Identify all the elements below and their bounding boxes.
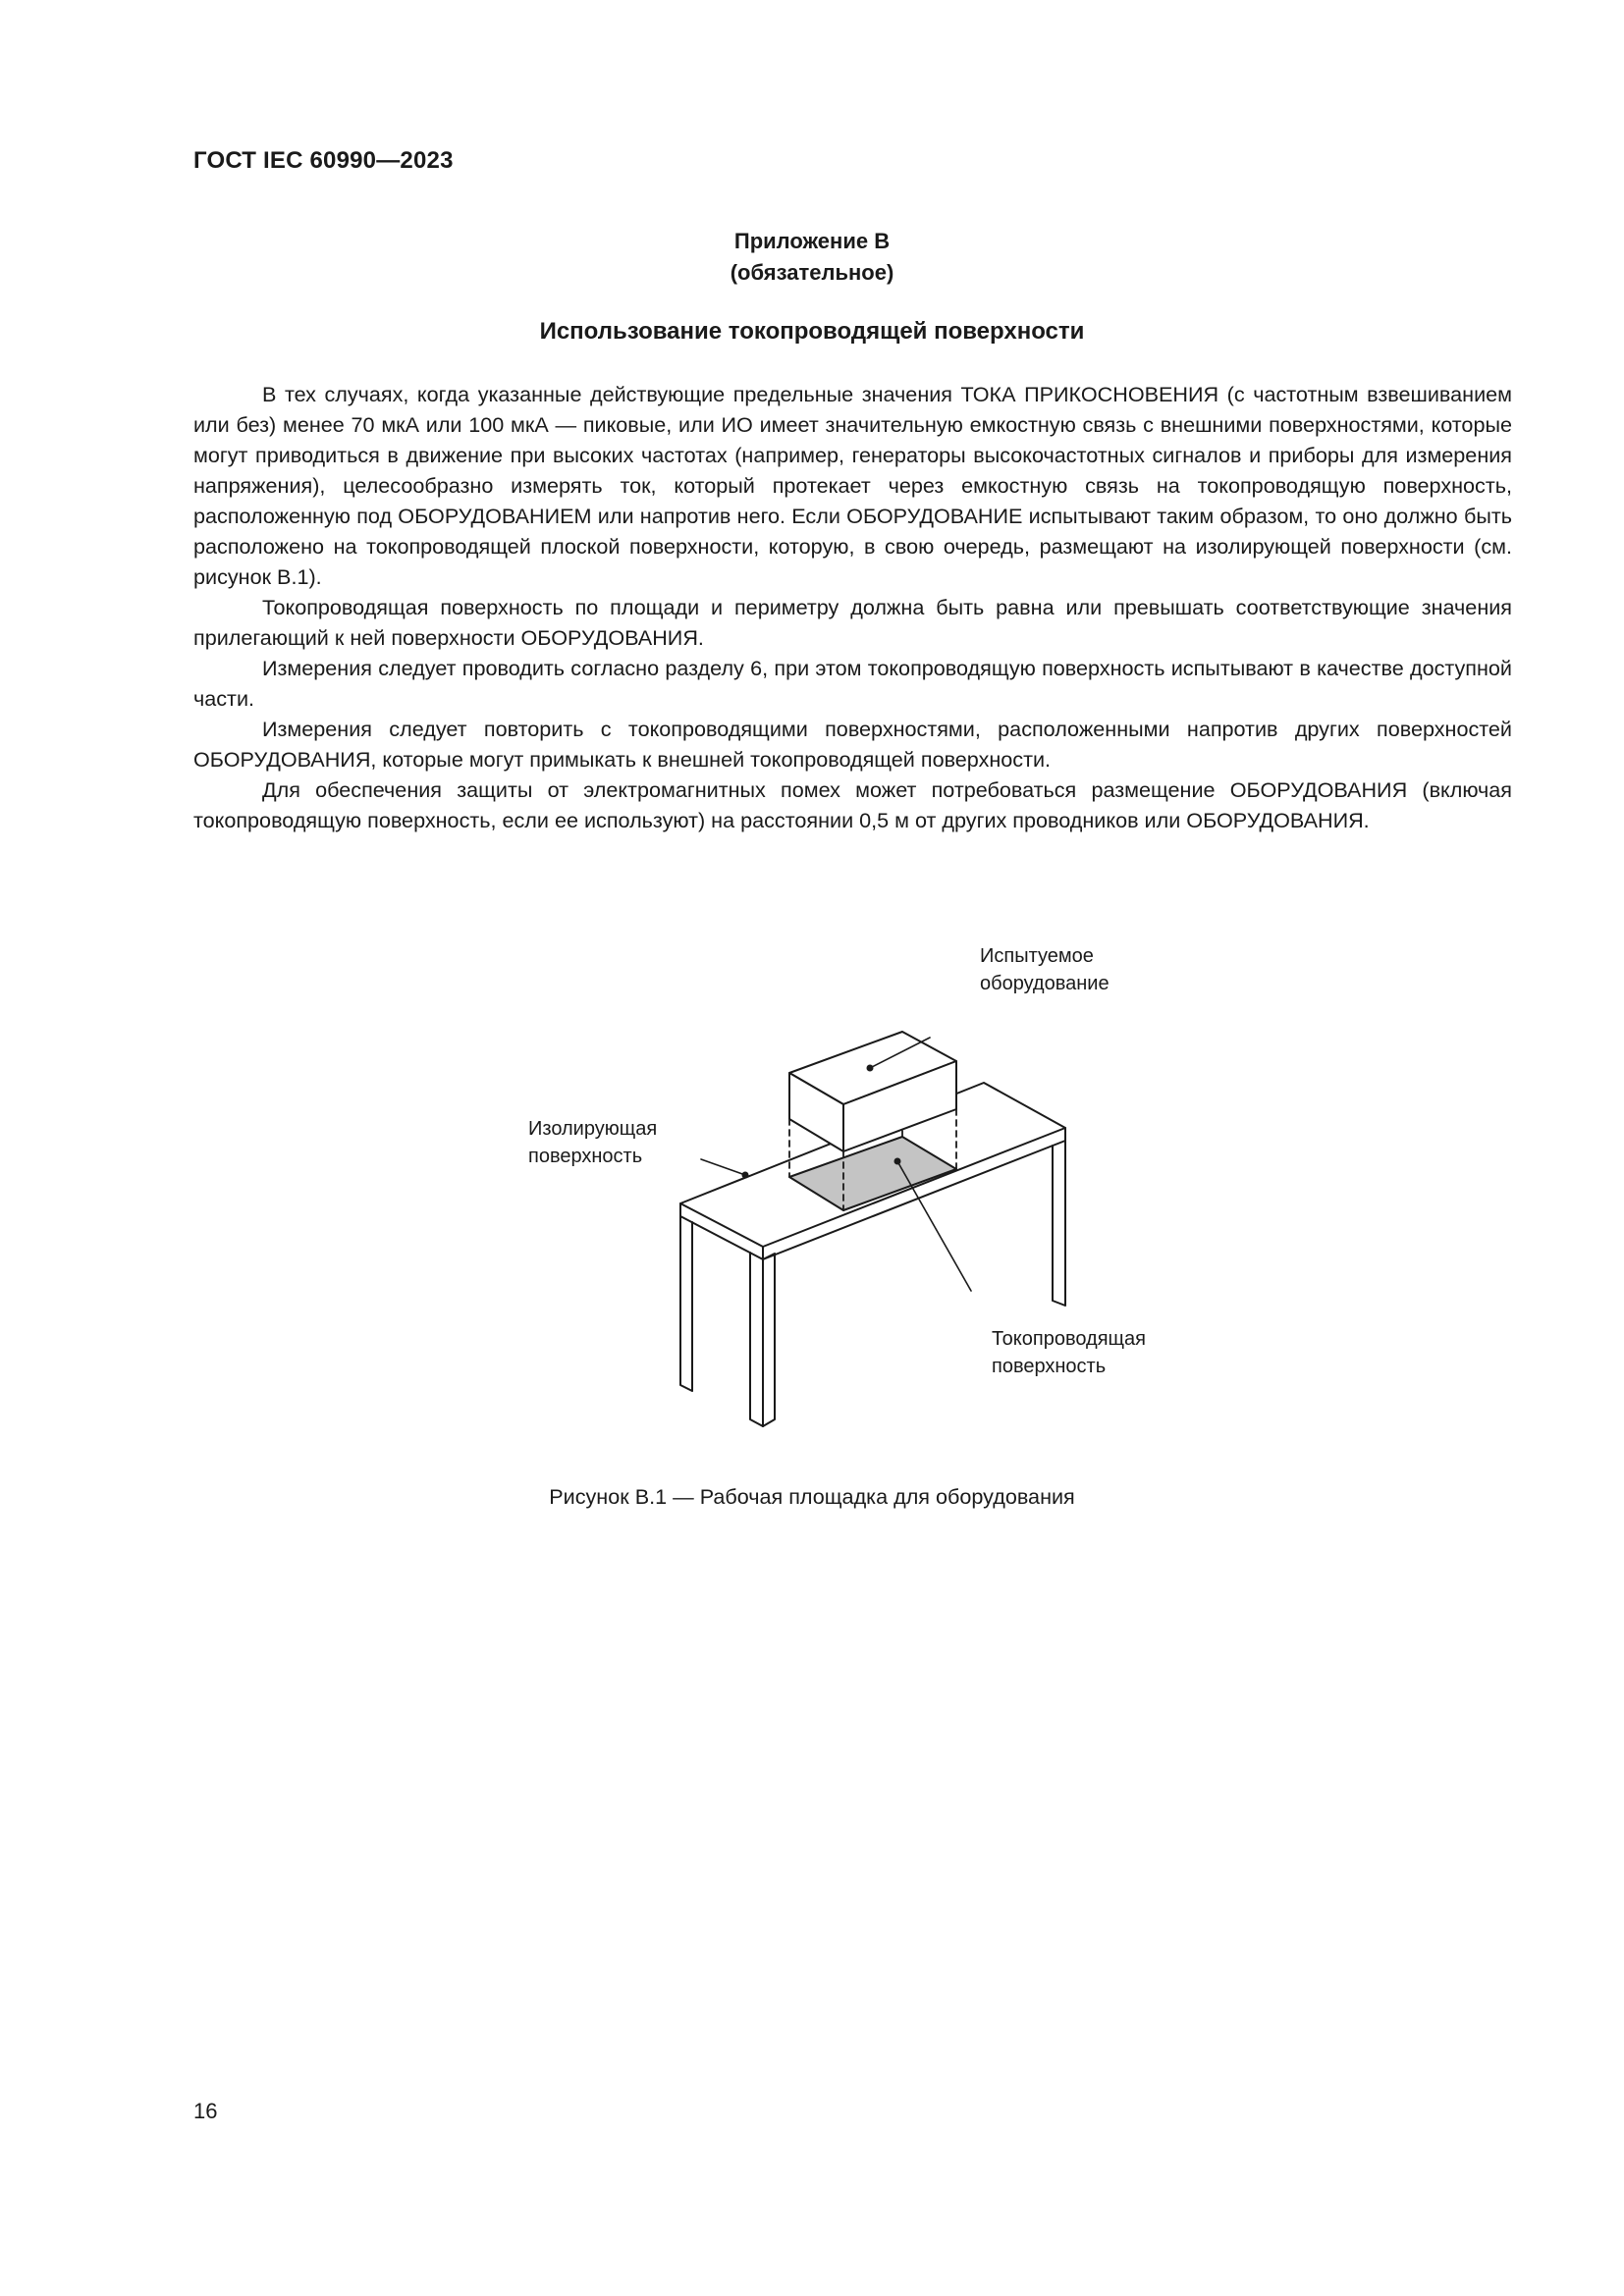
paragraph: Измерения следует проводить согласно разделу 6, при этом токопроводящую поверхность испытывают в качестве доступной части.: [193, 656, 1512, 711]
label-equipment-under-test: Испытуемое оборудование: [980, 945, 1110, 994]
document-header: ГОСТ IEC 60990—2023: [193, 147, 454, 174]
label-conductive-surface: Токопроводящая поверхность: [992, 1328, 1146, 1377]
paragraph: Для обеспечения защиты от электромагнитных помех может потребоваться размещение ОБОРУДОВАНИЯ (включая токопроводящую поверхность, если ее используют) на расстоянии 0,5 м от других проводников или ОБОРУДОВАНИЯ.: [193, 777, 1512, 832]
page-number: 16: [193, 2099, 218, 2123]
section-title: Использование токопроводящей поверхности: [539, 318, 1085, 345]
marker-insulating: [742, 1172, 749, 1179]
paragraph: Токопроводящая поверхность по площади и периметру должна быть равна или превышать соответствующие значения прилегающий к ней поверхности ОБОРУДОВАНИЯ.: [193, 595, 1512, 650]
leader-insulating: [701, 1159, 745, 1175]
table-leg-front-left: [680, 1216, 692, 1391]
leader-conductive: [897, 1161, 971, 1291]
figure-b1: [491, 908, 1198, 1438]
figure-caption: Рисунок В.1 — Рабочая площадка для оборудования: [549, 1484, 1075, 1509]
annex-title: Приложение В: [733, 229, 891, 253]
annex-status: (обязательное): [730, 260, 894, 285]
body-text: [193, 379, 1512, 835]
table-leg-right: [1053, 1141, 1065, 1306]
marker-conductive: [894, 1158, 901, 1165]
marker-equipment: [867, 1065, 874, 1072]
label-insulating-surface: Изолирующая поверхность: [528, 1118, 658, 1167]
paragraph: Измерения следует повторить с токопроводящими поверхностями, расположенными напротив других поверхностей ОБОРУДОВАНИЯ, которые могут примыкать к внешней токопроводящей поверхности.: [193, 717, 1512, 772]
table-leg-front: [750, 1253, 763, 1426]
paragraph: В тех случаях, когда указанные действующие предельные значения ТОКА ПРИКОСНОВЕНИЯ (с частотным взвешиванием или без) менее 70 мкА или 100 мкА — пиковые, или ИО имеет значительную емкостную связь с внешними поверхностями, которые могут приводиться в движение при высоких частотах (например, генераторы высокочастотных сигналов и приборы для измерения напряжения), целесообразно измерять ток, который протекает через емкостную связь на токопроводящую поверхность, расположенную под ОБОРУДОВАНИЕМ или напротив него. Если ОБОРУДОВАНИЕ испытывают таким образом, то оно должно быть расположено на токопроводящей плоской поверхности, которую, в свою очередь, размещают на изолирующей поверхности (см. рисунок В.1).: [193, 382, 1512, 589]
annex-heading: [0, 226, 1624, 289]
